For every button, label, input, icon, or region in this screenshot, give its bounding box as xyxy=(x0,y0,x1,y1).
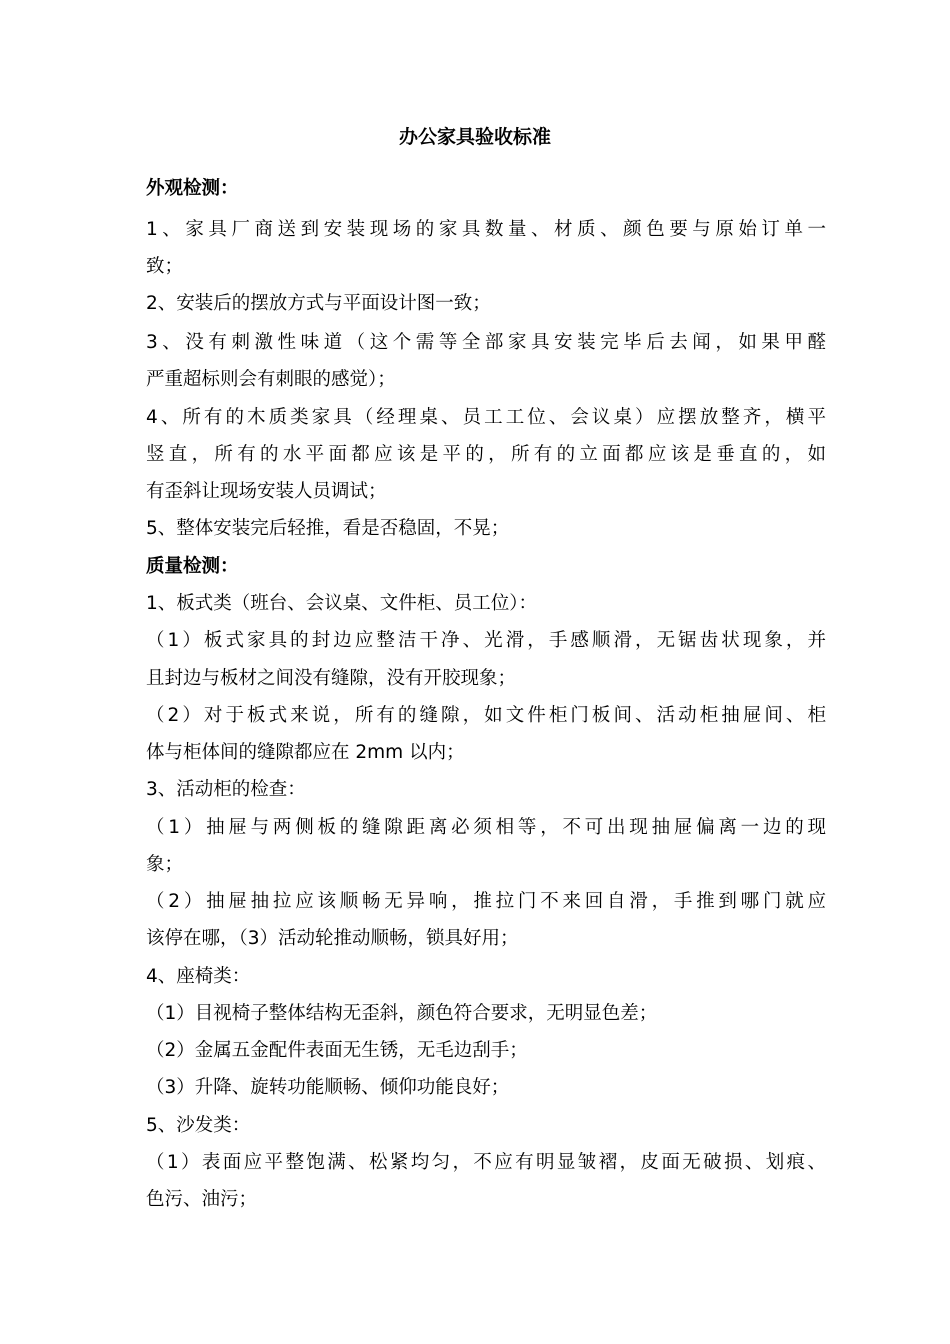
paragraph-line: 严重超标则会有刺眼的感觉）； xyxy=(146,369,396,390)
paragraph-line: 且封边与板材之间没有缝隙，没有开胶现象； xyxy=(146,668,517,689)
paragraph-line: 5、沙发类： xyxy=(146,1115,251,1136)
paragraph-line: 竖直，所有的水平面都应该是平的，所有的立面都应该是垂直的，如 xyxy=(146,444,826,465)
paragraph-line: 3、活动柜的检查： xyxy=(146,779,306,800)
paragraph-line: 体与柜体间的缝隙都应在 2mm 以内； xyxy=(146,742,465,763)
paragraph-line: （1）目视椅子整体结构无歪斜，颜色符合要求，无明显色差； xyxy=(146,1003,658,1024)
paragraph-line: 1、家具厂商送到安装现场的家具数量、材质、颜色要与原始订单一 xyxy=(146,219,826,240)
paragraph-line: 该停在哪，（3）活动轮推动顺畅，锁具好用； xyxy=(146,928,519,949)
paragraph-line: 4、座椅类： xyxy=(146,966,251,987)
paragraph-line: （1）表面应平整饱满、松紧均匀，不应有明显皱褶，皮面无破损、划痕、 xyxy=(146,1152,826,1173)
section-heading-appearance: 外观检测： xyxy=(146,178,239,199)
paragraph-line: （3）升降、旋转功能顺畅、倾仰功能良好； xyxy=(146,1077,510,1098)
paragraph-line: 2、安装后的摆放方式与平面设计图一致； xyxy=(146,293,491,314)
paragraph-line: 5、整体安装完后轻推，看是否稳固，不晃； xyxy=(146,518,510,539)
document-title: 办公家具验收标准 xyxy=(398,126,551,148)
paragraph-line: 色污、油污； xyxy=(146,1189,258,1210)
paragraph-line: （2）金属五金配件表面无生锈，无毛边刮手； xyxy=(146,1040,528,1061)
paragraph-line: 1、板式类（班台、会议桌、文件柜、员工位）： xyxy=(146,593,538,614)
paragraph-line: 有歪斜让现场安装人员调试； xyxy=(146,481,387,502)
paragraph-line: （2）抽屉抽拉应该顺畅无异响，推拉门不来回自滑，手推到哪门就应 xyxy=(146,891,826,912)
paragraph-line: 3、没有刺激性味道（这个需等全部家具安装完毕后去闻，如果甲醛 xyxy=(146,332,826,353)
paragraph-line: （2）对于板式来说，所有的缝隙，如文件柜门板间、活动柜抽屉间、柜 xyxy=(146,705,826,726)
section-heading-quality: 质量检测： xyxy=(146,556,239,577)
paragraph-line: 致； xyxy=(146,256,184,277)
paragraph-line: （1）抽屉与两侧板的缝隙距离必须相等，不可出现抽屉偏离一边的现 xyxy=(146,817,826,838)
paragraph-line: 象； xyxy=(146,854,184,875)
paragraph-line: 4、所有的木质类家具（经理桌、员工工位、会议桌）应摆放整齐，横平 xyxy=(146,407,826,428)
paragraph-line: （1）板式家具的封边应整洁干净、光滑，手感顺滑，无锯齿状现象，并 xyxy=(146,630,826,651)
